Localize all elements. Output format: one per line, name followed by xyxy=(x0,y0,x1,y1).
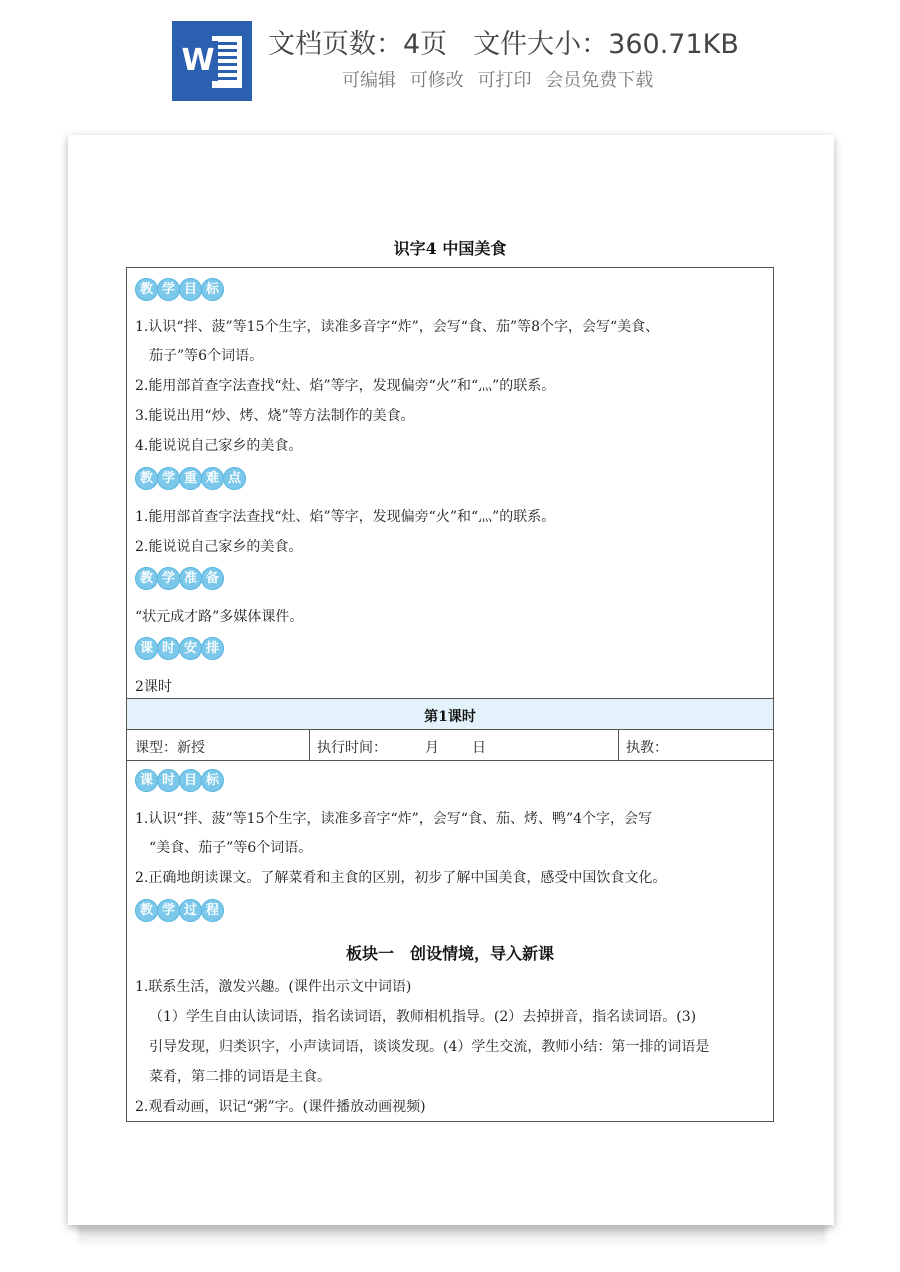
heading-badge-char: 教 xyxy=(135,278,158,301)
execution-time-label: 执行时间： xyxy=(317,740,387,756)
lesson-goal-line: 1.认识“拌、菠”等15个生字，读准多音字“炸”，会写“食、茄、烤、鸭”4个字，会写 xyxy=(135,811,653,827)
heading-badge-char: 排 xyxy=(201,637,224,660)
heading-badge-char: 教 xyxy=(135,567,158,590)
divider xyxy=(127,760,773,761)
perm-modifiable: 可修改 xyxy=(409,70,464,91)
heading-badge-char: 学 xyxy=(157,467,180,490)
heading-badge-char: 准 xyxy=(179,567,202,590)
heading-badge-char: 学 xyxy=(157,567,180,590)
perm-member-download: 会员免费下载 xyxy=(545,70,654,91)
schedule-text: 2课时 xyxy=(135,679,172,695)
divider xyxy=(309,729,310,760)
process-line: 1.联系生活，激发兴趣。(课件出示文中词语) xyxy=(135,979,412,995)
lesson-type: 课型：新授 xyxy=(135,740,205,756)
download-banner xyxy=(0,0,900,118)
heading-badge-char: 安 xyxy=(179,637,202,660)
heading-badge-char: 难 xyxy=(201,467,224,490)
perm-editable: 可编辑 xyxy=(342,70,396,91)
goal-line: 1.认识“拌、菠”等15个生字，读准多音字“炸”，会写“食、茄”等8个字，会写“美食、 xyxy=(135,319,660,335)
heading-badge-char: 备 xyxy=(201,567,224,590)
heading-preparation xyxy=(135,567,223,591)
block-one-title: 板块一 创设情境，导入新课 xyxy=(345,944,554,963)
heading-badge-char: 课 xyxy=(135,637,158,660)
process-line: 菜肴，第二排的词语是主食。 xyxy=(149,1069,331,1085)
heading-badge-char: 时 xyxy=(157,637,180,660)
lesson-goal-line: 2.正确地朗读课文。了解菜肴和主食的区别，初步了解中国美食，感受中国饮食文化。 xyxy=(135,870,667,886)
key-point-line: 1.能用部首查字法查找“灶、焰”等字，发现偏旁“火”和“灬”的联系。 xyxy=(135,509,556,525)
heading-badge-char: 重 xyxy=(179,467,202,490)
heading-badge-char: 目 xyxy=(179,278,202,301)
preparation-text: “状元成才路”多媒体课件。 xyxy=(135,609,304,625)
file-stats xyxy=(268,22,739,61)
process-line: 引导发现，归类识字，小声读词语，谈谈发现。(4）学生交流，教师小结：第一排的词语是 xyxy=(149,1039,710,1055)
heading-badge-char: 学 xyxy=(157,278,180,301)
lesson-plan-table xyxy=(126,267,774,1122)
heading-teaching-goals xyxy=(135,278,223,302)
perm-printable: 可打印 xyxy=(477,70,532,91)
heading-schedule xyxy=(135,637,223,661)
heading-badge-char: 标 xyxy=(201,278,224,301)
paper-shadow xyxy=(78,1226,826,1246)
key-point-line: 2.能说说自己家乡的美食。 xyxy=(135,539,303,555)
heading-badge-char: 过 xyxy=(179,899,202,922)
goal-line: 茄子”等6个词语。 xyxy=(149,348,264,364)
heading-lesson-goals xyxy=(135,769,223,793)
heading-badge-char: 教 xyxy=(135,467,158,490)
word-icon-letter: W xyxy=(178,41,218,81)
day-label: 日 xyxy=(472,740,486,756)
heading-badge-char: 点 xyxy=(223,467,246,490)
process-line: 2.观看动画，识记“粥”字。(课件播放动画视频) xyxy=(135,1099,426,1115)
goal-line: 2.能用部首查字法查找“灶、焰”等字，发现偏旁“火”和“灬”的联系。 xyxy=(135,378,556,394)
divider xyxy=(618,729,619,760)
heading-badge-char: 学 xyxy=(157,899,180,922)
permission-list xyxy=(342,66,653,92)
heading-badge-char: 课 xyxy=(135,769,158,792)
divider xyxy=(127,729,773,730)
word-document-icon xyxy=(172,21,252,101)
lesson-goal-line: “美食、茄子”等6个词语。 xyxy=(149,840,313,856)
month-label: 月 xyxy=(425,740,439,756)
file-size: 文件大小：360.71KB xyxy=(473,29,739,60)
lesson-header: 第1课时 xyxy=(424,709,476,725)
process-line: （1）学生自由认读词语，指名读词语，教师相机指导。(2）去掉拼音，指名读词语。(3) xyxy=(149,1009,697,1025)
heading-badge-char: 目 xyxy=(179,769,202,792)
goal-line: 3.能说出用“炒、烤、烧”等方法制作的美食。 xyxy=(135,408,415,424)
heading-key-points xyxy=(135,467,245,491)
document-title: 识字4 中国美食 xyxy=(393,239,507,258)
heading-badge-char: 时 xyxy=(157,769,180,792)
goal-line: 4.能说说自己家乡的美食。 xyxy=(135,438,303,454)
heading-teaching-process xyxy=(135,899,223,923)
heading-badge-char: 标 xyxy=(201,769,224,792)
heading-badge-char: 程 xyxy=(201,899,224,922)
heading-badge-char: 教 xyxy=(135,899,158,922)
teacher-label: 执教： xyxy=(626,740,668,756)
page-count: 文档页数：4页 xyxy=(268,29,448,60)
